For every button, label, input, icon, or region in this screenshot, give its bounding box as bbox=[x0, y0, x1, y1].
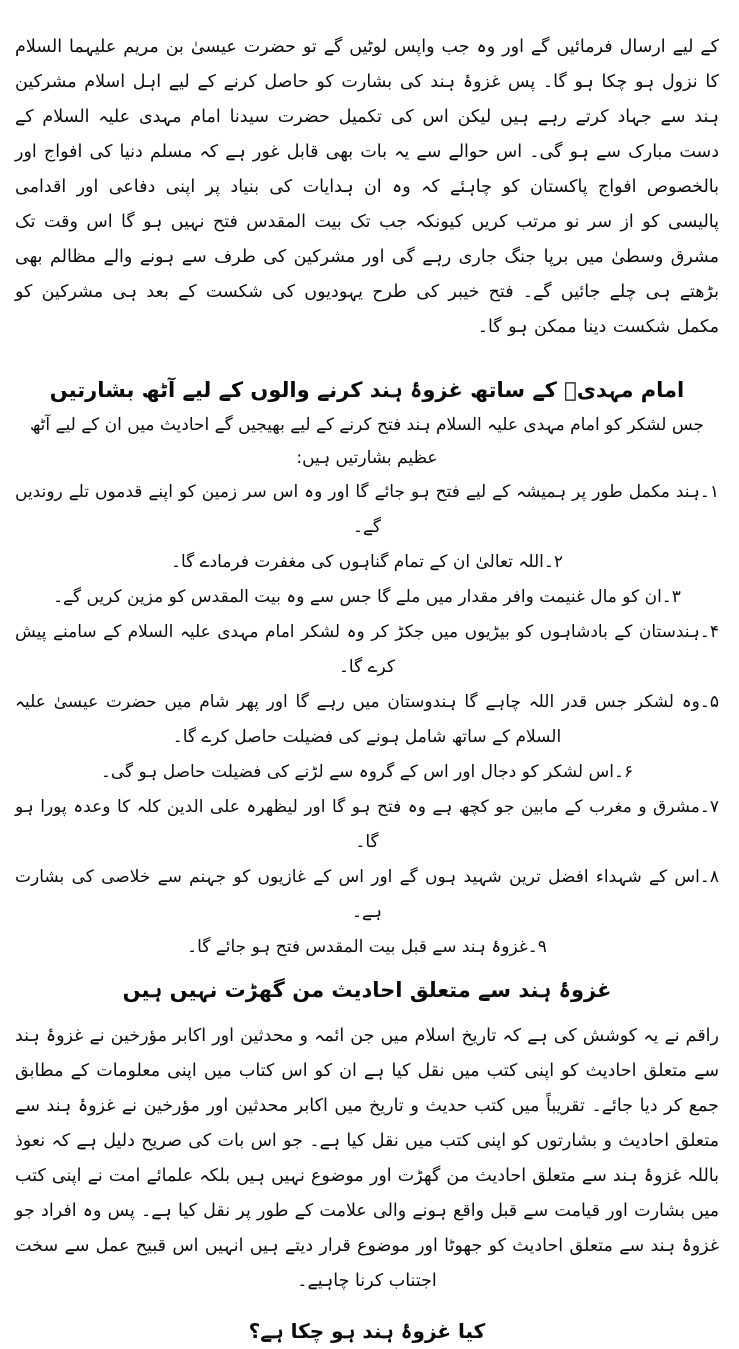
section-heading-eight-glad-tidings: امام مہدیؑ کے ساتھ غزوۂ ہند کرنے والوں کے لیے آٹھ بشارتیں bbox=[49, 378, 685, 402]
list-item-text: وہ لشکر جس قدر اللہ چاہے گا ہندوستان میں رہے گا اور پھر شام میں حضرت عیسیٰ علیہ السلام کے ساتھ شامل ہونے کی فضیلت حاصل کرے گا۔ bbox=[15, 692, 700, 747]
list-item bbox=[15, 930, 719, 965]
list-item-number: ۶۔ bbox=[613, 762, 634, 782]
list-intro-line: جس لشکر کو امام مہدی علیہ السلام ہند فتح کرنے کے لیے بھیجیں گے احادیث میں ان کے لیے آٹھ عظیم بشارتیں ہیں: bbox=[29, 415, 705, 468]
section-heading-hadith-authenticity: غزوۂ ہند سے متعلق احادیث من گھڑت نہیں ہیں bbox=[122, 978, 612, 1002]
spacer bbox=[15, 965, 719, 973]
list-item-text: ہند مکمل طور پر ہمیشہ کے لیے فتح ہو جائے گا اور وہ اس سر زمین کو اپنے قدموں تلے روندیں گے۔ bbox=[15, 482, 700, 537]
list-item-text: اللہ تعالیٰ ان کے تمام گناہوں کی مغفرت فرمادے گا۔ bbox=[171, 552, 544, 572]
list-item-number: ۳۔ bbox=[661, 587, 681, 607]
list-item-text: غزوۂ ہند سے قبل بیت المقدس فتح ہو جائے گا۔ bbox=[187, 937, 528, 957]
list-item-number: ۹۔ bbox=[527, 937, 547, 957]
spacer bbox=[15, 1007, 719, 1019]
list-item-text: مشرق و مغرب کے مابین جو کچھ ہے وہ فتح ہو گا اور لیظھرہ علی الدین کلہ کا وعدہ پورا ہو گا۔ bbox=[15, 797, 700, 852]
list-item-number: ۴۔ bbox=[699, 622, 719, 642]
closing-question: کیا غزوۂ ہند ہو چکا ہے؟ bbox=[248, 1319, 486, 1343]
list-item-text: ہندستان کے بادشاہوں کو بیڑیوں میں جکڑ کر وہ لشکر امام مہدی علیہ السلام کے سامنے پیش کرے گا۔ bbox=[15, 622, 700, 677]
list-item bbox=[15, 790, 719, 860]
list-item bbox=[15, 860, 719, 930]
glad-tidings-list bbox=[15, 475, 719, 965]
list-item bbox=[15, 615, 719, 685]
list-item-number: ۲۔ bbox=[543, 552, 563, 572]
list-item-number: ۵۔ bbox=[699, 692, 719, 712]
list-item-text: اس لشکر کو دجال اور اس کے گروہ سے لڑنے کی فضیلت حاصل ہو گی۔ bbox=[100, 762, 614, 782]
list-item bbox=[15, 475, 719, 545]
list-item bbox=[15, 580, 719, 615]
list-item-number: ۸۔ bbox=[699, 867, 719, 887]
list-item bbox=[15, 685, 719, 755]
spacer bbox=[15, 1299, 719, 1313]
list-item-number: ۱۔ bbox=[699, 482, 719, 502]
opening-paragraph: کے لیے ارسال فرمائیں گے اور وہ جب واپس لوٹیں گے تو حضرت عیسیٰ بن مریم علیہما السلام کا نزول ہو چکا ہو گا۔ پس غزوۂ ہند کی بشارت کو حاصل کرنے کے لیے اہل اسلام مشرکین ہند سے جہاد کرتے رہے ہیں لیکن اس کی تکمیل حضرت سیدنا امام مہدی علیہ السلام کے دست مبارک سے ہو گی۔ اس حوالے سے یہ بات بھی قابل غور ہے کہ مسلم دنیا کی افواج اور بالخصوص افواج پاکستان کو چاہئے کہ وہ ان ہدایات کی بنیاد پر اپنی دفاعی اور اقدامی پالیسی کو از سر نو مرتب کریں کیونکہ جب تک بیت المقدس فتح نہیں ہو گا اس وقت تک مشرق وسطیٰ میں برپا جنگ جاری رہے گی اور مشرکین کی طرف سے ہونے والے مظالم بھی بڑھتے ہی چلے جائیں گے۔ فتح خیبر کی طرح یہودیوں کی شکست کے بعد ہی مشرکین کو مکمل شکست دینا ممکن ہو گا۔ bbox=[15, 37, 719, 337]
list-item-number: ۷۔ bbox=[699, 797, 719, 817]
spacer bbox=[15, 345, 719, 363]
list-item-text: اس کے شہداء افضل ترین شہید ہوں گے اور اس کے غازیوں کو جہنم سے خلاصی کی بشارت ہے۔ bbox=[15, 867, 700, 922]
list-item bbox=[15, 545, 719, 580]
list-item bbox=[15, 755, 719, 790]
list-item-text: ان کو مال غنیمت وافر مقدار میں ملے گا جس سے وہ بیت المقدس کو مزین کریں گے۔ bbox=[53, 587, 662, 607]
closing-paragraph: راقم نے یہ کوشش کی ہے کہ تاریخ اسلام میں جن ائمہ و محدثین اور اکابر مؤرخین نے غزوۂ ہند سے متعلق احادیث کو اپنی کتب میں نقل کیا ہے ان کو اس کتاب میں اپنی معلومات کے مطابق جمع کر دیا جائے۔ تقریباً میں کتب حدیث و تاریخ میں اکابر محدثین اور مؤرخین نے غزوۂ ہند سے متعلق احادیث و بشارتوں کو اپنی کتب میں نقل کیا ہے۔ جو اس بات کی صریح دلیل ہے کہ نعوذ باللہ غزوۂ ہند سے متعلق احادیث من گھڑت اور موضوع نہیں ہیں بلکہ علمائے امت نے اپنی کتب میں بشارت اور قیامت سے قبل واقع ہونے والی علامت کے طور پر نقل کیا ہے۔ پس وہ افراد جو غزوۂ ہند سے متعلق احادیث کو جھوٹا اور موضوع قرار دیتے ہیں انہیں اس قبیح عمل سے سخت اجتناب کرنا چاہیے۔ bbox=[15, 1026, 719, 1291]
